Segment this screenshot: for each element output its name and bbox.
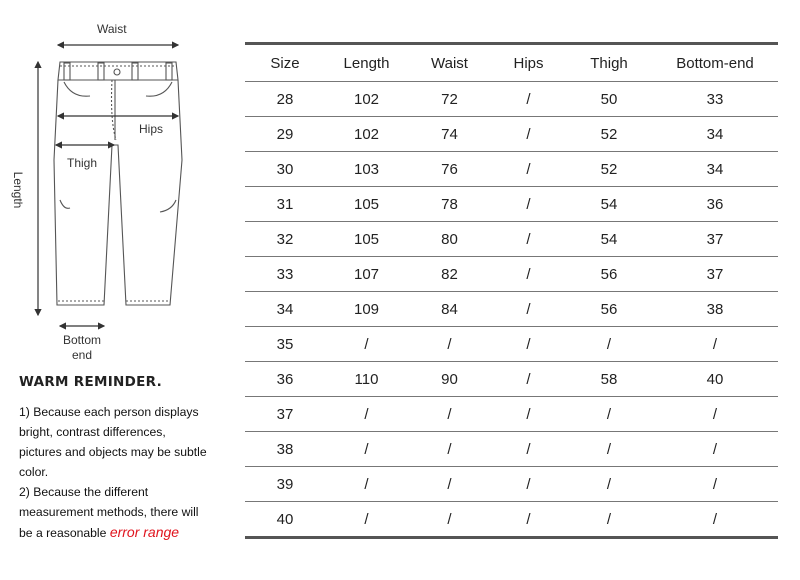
cell-thigh: 56 <box>566 257 652 292</box>
table-row <box>245 222 778 257</box>
reminder-line-last <box>19 522 241 543</box>
cell-length: / <box>325 467 408 502</box>
cell-length: / <box>325 432 408 467</box>
bottom-end-label-line2: end <box>71 348 93 362</box>
cell-thigh: / <box>566 467 652 502</box>
cell-size: 40 <box>245 502 325 538</box>
cell-bottom-end: 37 <box>652 257 778 292</box>
table-row <box>245 502 778 538</box>
cell-size: 32 <box>245 222 325 257</box>
cell-hips: / <box>491 327 566 362</box>
cell-bottom-end: 33 <box>652 82 778 117</box>
table-body <box>245 82 778 538</box>
table-row <box>245 187 778 222</box>
pants-illustration <box>0 0 240 370</box>
cell-waist: / <box>408 467 491 502</box>
cell-size: 36 <box>245 362 325 397</box>
cell-hips: / <box>491 222 566 257</box>
cell-thigh: 54 <box>566 187 652 222</box>
cell-waist: 76 <box>408 152 491 187</box>
cell-thigh: / <box>566 432 652 467</box>
cell-length: 105 <box>325 187 408 222</box>
header-waist: Waist <box>431 54 468 72</box>
cell-thigh: 52 <box>566 152 652 187</box>
cell-waist: 78 <box>408 187 491 222</box>
cell-length: 110 <box>325 362 408 397</box>
cell-size: 37 <box>245 397 325 432</box>
cell-bottom-end: / <box>652 397 778 432</box>
cell-bottom-end: 34 <box>652 152 778 187</box>
length-label: Length <box>11 171 25 209</box>
error-range-highlight: error range <box>109 524 180 540</box>
cell-thigh: 50 <box>566 82 652 117</box>
header-thigh: Thigh <box>590 54 628 72</box>
bottom-end-label-line1: Bottom <box>62 333 101 347</box>
pants-measurement-diagram <box>0 0 240 370</box>
hips-label: Hips <box>139 122 164 136</box>
cell-waist: 82 <box>408 257 491 292</box>
cell-size: 29 <box>245 117 325 152</box>
cell-bottom-end: / <box>652 432 778 467</box>
cell-waist: 74 <box>408 117 491 152</box>
reminder-line: bright, contrast differences, <box>19 425 166 439</box>
cell-bottom-end: / <box>652 327 778 362</box>
cell-size: 31 <box>245 187 325 222</box>
cell-thigh: 56 <box>566 292 652 327</box>
cell-length: 103 <box>325 152 408 187</box>
table-row <box>245 152 778 187</box>
cell-bottom-end: 38 <box>652 292 778 327</box>
cell-hips: / <box>491 362 566 397</box>
cell-waist: 80 <box>408 222 491 257</box>
cell-bottom-end: 36 <box>652 187 778 222</box>
table-row <box>245 362 778 397</box>
header-length: Length <box>343 54 390 72</box>
cell-bottom-end: 40 <box>652 362 778 397</box>
cell-waist: / <box>408 397 491 432</box>
cell-waist: 84 <box>408 292 491 327</box>
cell-length: 105 <box>325 222 408 257</box>
cell-length: / <box>325 327 408 362</box>
cell-waist: / <box>408 502 491 538</box>
cell-size: 34 <box>245 292 325 327</box>
cell-hips: / <box>491 152 566 187</box>
cell-length: 107 <box>325 257 408 292</box>
cell-length: / <box>325 502 408 538</box>
cell-thigh: / <box>566 397 652 432</box>
cell-hips: / <box>491 432 566 467</box>
cell-size: 35 <box>245 327 325 362</box>
cell-bottom-end: 34 <box>652 117 778 152</box>
table-row <box>245 257 778 292</box>
reminder-line: 1) Because each person displays <box>19 405 199 419</box>
reminder-line: measurement methods, there will <box>19 505 199 519</box>
cell-bottom-end: / <box>652 467 778 502</box>
cell-size: 28 <box>245 82 325 117</box>
cell-size: 38 <box>245 432 325 467</box>
cell-thigh: 58 <box>566 362 652 397</box>
table-row <box>245 117 778 152</box>
header-hips: Hips <box>513 54 544 72</box>
cell-hips: / <box>491 82 566 117</box>
cell-hips: / <box>491 117 566 152</box>
cell-thigh: / <box>566 502 652 538</box>
table-row <box>245 467 778 502</box>
cell-length: / <box>325 397 408 432</box>
cell-length: 102 <box>325 117 408 152</box>
cell-bottom-end: 37 <box>652 222 778 257</box>
reminder-line: 2) Because the different <box>19 485 149 499</box>
header-bottom-end: Bottom-end <box>676 54 754 72</box>
cell-hips: / <box>491 397 566 432</box>
table-row <box>245 292 778 327</box>
cell-size: 33 <box>245 257 325 292</box>
cell-hips: / <box>491 187 566 222</box>
table-row <box>245 432 778 467</box>
cell-waist: 72 <box>408 82 491 117</box>
cell-hips: / <box>491 502 566 538</box>
table-row <box>245 327 778 362</box>
cell-thigh: 52 <box>566 117 652 152</box>
pants-outline <box>54 62 182 305</box>
header-size: Size <box>270 54 300 72</box>
cell-waist: / <box>408 432 491 467</box>
cell-hips: / <box>491 467 566 502</box>
warm-reminder <box>19 374 241 543</box>
reminder-line: pictures and objects may be subtle <box>19 445 207 459</box>
table-row <box>245 397 778 432</box>
cell-hips: / <box>491 292 566 327</box>
reminder-line: color. <box>19 465 49 479</box>
cell-length: 102 <box>325 82 408 117</box>
table-row <box>245 82 778 117</box>
cell-size: 39 <box>245 467 325 502</box>
thigh-label: Thigh <box>67 156 98 170</box>
cell-thigh: 54 <box>566 222 652 257</box>
cell-thigh: / <box>566 327 652 362</box>
reminder-title: WARM REMINDER. <box>19 374 163 390</box>
table-header-row <box>245 44 778 82</box>
cell-bottom-end: / <box>652 502 778 538</box>
waist-label: Waist <box>97 22 127 36</box>
bottom-end-label <box>60 333 104 363</box>
size-chart-table <box>245 42 778 539</box>
cell-hips: / <box>491 257 566 292</box>
cell-waist: 90 <box>408 362 491 397</box>
cell-length: 109 <box>325 292 408 327</box>
reminder-line-text: be a reasonable <box>19 526 107 540</box>
cell-waist: / <box>408 327 491 362</box>
cell-size: 30 <box>245 152 325 187</box>
